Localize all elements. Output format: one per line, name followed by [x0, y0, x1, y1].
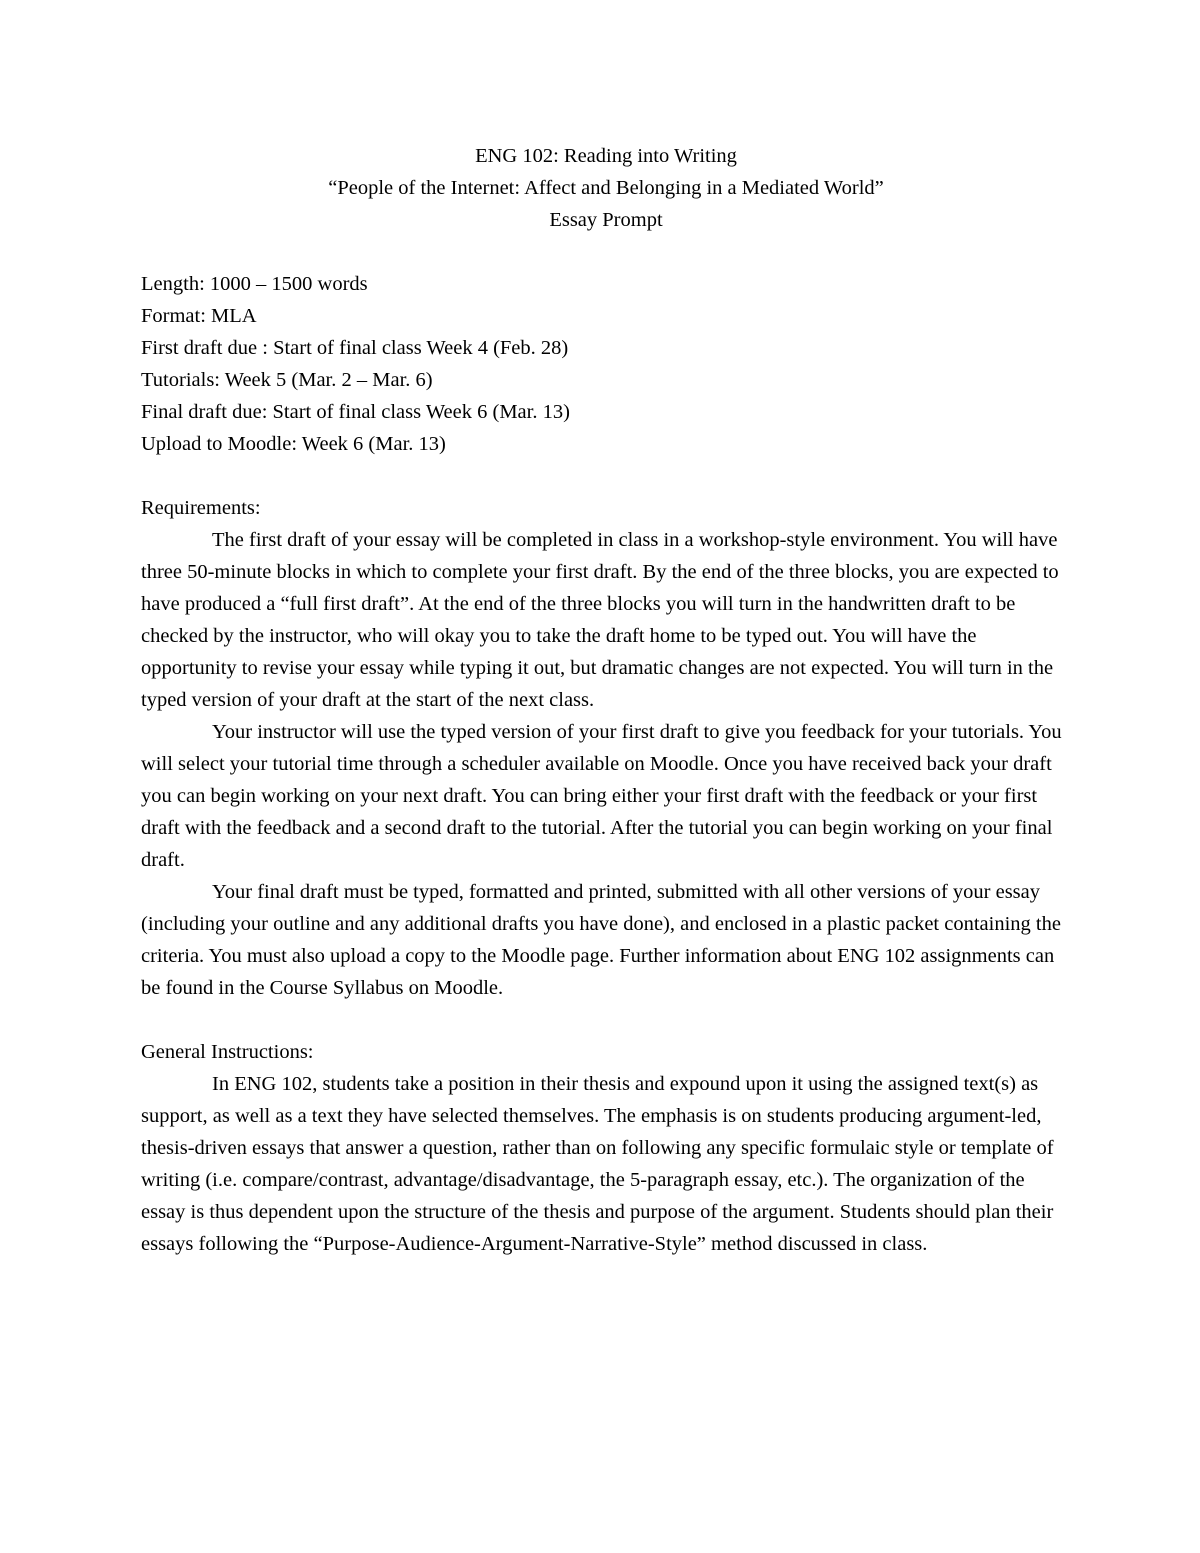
- general-instructions-label: General Instructions:: [141, 1041, 314, 1063]
- detail-format: Format: MLA: [141, 305, 257, 327]
- requirements-paragraph: Your instructor will use the typed version of your first draft to give you feedback for your tutorials. You will select your tutorial time through a scheduler available on Moodle. Once you have received back your draft you can begin working on your next draft. You can bring either your first draft with the feedback or your first draft with the feedback and a second draft to the tutorial. After the tutorial you can begin working on your final draft.: [141, 721, 1062, 871]
- detail-first-draft-due: First draft due : Start of final class Week 4 (Feb. 28): [141, 337, 569, 359]
- detail-upload: Upload to Moodle: Week 6 (Mar. 13): [141, 433, 446, 455]
- document-type: Essay Prompt: [549, 209, 663, 231]
- detail-tutorials: Tutorials: Week 5 (Mar. 2 – Mar. 6): [141, 369, 433, 391]
- general-instructions-section: [141, 1036, 1071, 1260]
- document-heading: [141, 140, 1071, 236]
- assignment-details: [141, 268, 1071, 460]
- requirements-paragraph: The first draft of your essay will be completed in class in a workshop-style environment. You will have three 50-minute blocks in which to complete your first draft. By the end of the three blocks, you are expected to have produced a “full first draft”. At the end of the three blocks you will turn in the handwritten draft to be checked by the instructor, who will okay you to take the draft home to be typed out. You will have the opportunity to revise your essay while typing it out, but dramatic changes are not expected. You will turn in the typed version of your draft at the start of the next class.: [141, 529, 1059, 711]
- requirements-paragraph: Your final draft must be typed, formatted and printed, submitted with all other versions of your essay (including your outline and any additional drafts you have done), and enclosed in a plastic packet containing the criteria. You must also upload a copy to the Moodle page. Further information about ENG 102 assignments can be found in the Course Syllabus on Moodle.: [141, 881, 1061, 999]
- detail-final-draft-due: Final draft due: Start of final class Week 6 (Mar. 13): [141, 401, 570, 423]
- requirements-section: [141, 492, 1071, 1004]
- document-page: [141, 140, 1071, 1260]
- course-name: ENG 102: Reading into Writing: [475, 145, 737, 167]
- requirements-label: Requirements:: [141, 497, 261, 519]
- general-instructions-paragraph: In ENG 102, students take a position in their thesis and expound upon it using the assigned text(s) as support, as well as a text they have selected themselves. The emphasis is on students producing argument-led, thesis-driven essays that answer a question, rather than on following any specific formulaic style or template of writing (i.e. compare/contrast, advantage/disadvantage, the 5-paragraph essay, etc.). The organization of the essay is thus dependent upon the structure of the thesis and purpose of the argument. Students should plan their essays following the “Purpose-Audience-Argument-Narrative-Style” method discussed in class.: [141, 1073, 1054, 1255]
- detail-length: Length: 1000 – 1500 words: [141, 273, 368, 295]
- course-title: “People of the Internet: Affect and Belonging in a Mediated World”: [328, 177, 884, 199]
